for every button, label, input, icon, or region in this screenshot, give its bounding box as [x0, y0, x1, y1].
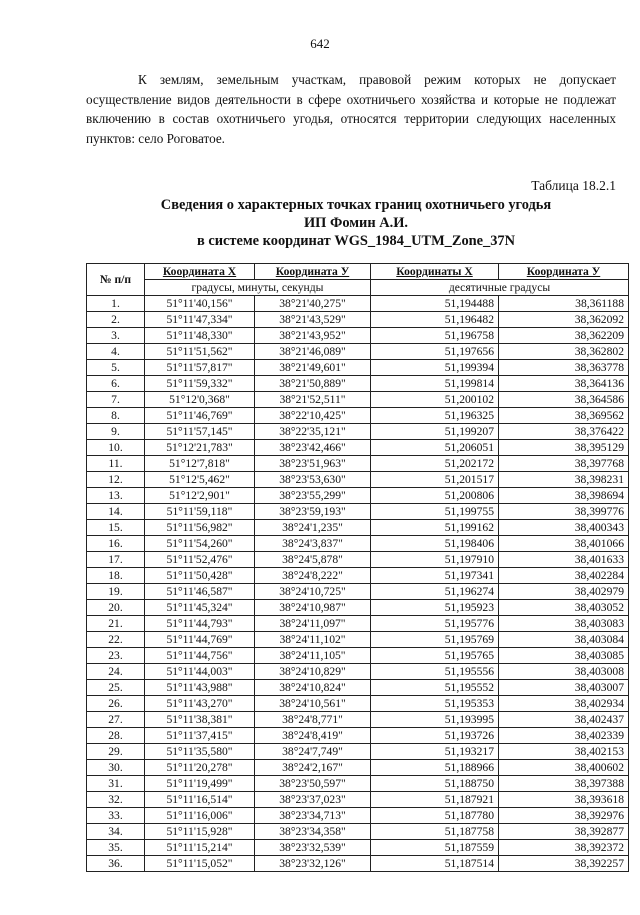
cell-point-number: 5. — [87, 360, 145, 376]
table-row — [87, 776, 629, 792]
cell-y-dms: 38°23'32,126" — [255, 856, 371, 872]
cell-y-decimal: 38,402284 — [499, 568, 629, 584]
cell-y-dms: 38°24'1,235" — [255, 520, 371, 536]
cell-point-number: 21. — [87, 616, 145, 632]
cell-x-dms: 51°11'46,587" — [145, 584, 255, 600]
cell-y-decimal: 38,400343 — [499, 520, 629, 536]
cell-y-dms: 38°24'10,987" — [255, 600, 371, 616]
table-row — [87, 536, 629, 552]
cell-x-dms: 51°11'54,260" — [145, 536, 255, 552]
cell-y-dms: 38°21'52,511" — [255, 392, 371, 408]
cell-y-decimal: 38,402979 — [499, 584, 629, 600]
cell-point-number: 26. — [87, 696, 145, 712]
table-row — [87, 664, 629, 680]
cell-point-number: 19. — [87, 584, 145, 600]
cell-x-decimal: 51,195923 — [371, 600, 499, 616]
cell-y-decimal: 38,399776 — [499, 504, 629, 520]
cell-y-dms: 38°24'10,829" — [255, 664, 371, 680]
cell-point-number: 16. — [87, 536, 145, 552]
cell-x-decimal: 51,195552 — [371, 680, 499, 696]
intro-paragraph: К землям, земельным участкам, правовой режим которых не допускает осуществление видов деятельности в сфере охотничьего хозяйства и которые не подлежат включению в состав охотничьего угодья, относятся территории следующих населенных пунктов: село Роговатое. — [86, 72, 616, 146]
cell-y-decimal: 38,400602 — [499, 760, 629, 776]
cell-y-dms: 38°24'5,878" — [255, 552, 371, 568]
cell-y-dms: 38°24'11,097" — [255, 616, 371, 632]
units-dms: градусы, минуты, секунды — [145, 280, 371, 296]
cell-y-dms: 38°24'2,167" — [255, 760, 371, 776]
cell-y-decimal: 38,392877 — [499, 824, 629, 840]
cell-x-decimal: 51,199162 — [371, 520, 499, 536]
cell-y-dms: 38°23'51,963" — [255, 456, 371, 472]
cell-y-decimal: 38,395129 — [499, 440, 629, 456]
cell-x-decimal: 51,193217 — [371, 744, 499, 760]
cell-y-decimal: 38,361188 — [499, 296, 629, 312]
cell-point-number: 36. — [87, 856, 145, 872]
cell-point-number: 33. — [87, 808, 145, 824]
table-row — [87, 440, 629, 456]
cell-point-number: 2. — [87, 312, 145, 328]
cell-y-decimal: 38,402934 — [499, 696, 629, 712]
cell-x-dms: 51°11'47,334" — [145, 312, 255, 328]
cell-x-decimal: 51,199207 — [371, 424, 499, 440]
heading-line-1: Сведения о характерных точках границ охотничьего угодья — [160, 197, 552, 213]
cell-x-decimal: 51,196758 — [371, 328, 499, 344]
cell-point-number: 35. — [87, 840, 145, 856]
cell-x-decimal: 51,187780 — [371, 808, 499, 824]
header-y-dms: Координата У — [255, 264, 371, 280]
cell-x-decimal: 51,198406 — [371, 536, 499, 552]
cell-y-decimal: 38,398231 — [499, 472, 629, 488]
cell-y-dms: 38°24'10,824" — [255, 680, 371, 696]
cell-y-decimal: 38,403084 — [499, 632, 629, 648]
cell-y-decimal: 38,402339 — [499, 728, 629, 744]
cell-y-decimal: 38,362802 — [499, 344, 629, 360]
cell-x-decimal: 51,194488 — [371, 296, 499, 312]
table-row — [87, 680, 629, 696]
cell-y-decimal: 38,397768 — [499, 456, 629, 472]
cell-x-dms: 51°11'44,756" — [145, 648, 255, 664]
cell-x-decimal: 51,195556 — [371, 664, 499, 680]
cell-y-decimal: 38,393618 — [499, 792, 629, 808]
cell-y-dms: 38°21'50,889" — [255, 376, 371, 392]
cell-x-dms: 51°11'57,145" — [145, 424, 255, 440]
cell-point-number: 10. — [87, 440, 145, 456]
cell-y-dms: 38°23'34,358" — [255, 824, 371, 840]
cell-point-number: 20. — [87, 600, 145, 616]
cell-y-decimal: 38,402153 — [499, 744, 629, 760]
cell-point-number: 8. — [87, 408, 145, 424]
cell-x-decimal: 51,187758 — [371, 824, 499, 840]
cell-x-dms: 51°11'16,514" — [145, 792, 255, 808]
table-row — [87, 824, 629, 840]
cell-y-dms: 38°21'43,952" — [255, 328, 371, 344]
cell-x-decimal: 51,195765 — [371, 648, 499, 664]
table-row — [87, 520, 629, 536]
header-y-dec: Координата У — [499, 264, 629, 280]
cell-y-dms: 38°24'8,419" — [255, 728, 371, 744]
cell-x-decimal: 51,197656 — [371, 344, 499, 360]
table-row — [87, 792, 629, 808]
table-row — [87, 760, 629, 776]
cell-x-decimal: 51,195353 — [371, 696, 499, 712]
cell-y-decimal: 38,403083 — [499, 616, 629, 632]
cell-point-number: 9. — [87, 424, 145, 440]
cell-x-dms: 51°11'48,330" — [145, 328, 255, 344]
cell-point-number: 15. — [87, 520, 145, 536]
page-number: 642 — [310, 36, 330, 51]
units-row — [87, 280, 629, 296]
cell-x-decimal: 51,200806 — [371, 488, 499, 504]
table-row — [87, 600, 629, 616]
table-row — [87, 424, 629, 440]
cell-x-decimal: 51,199394 — [371, 360, 499, 376]
cell-point-number: 12. — [87, 472, 145, 488]
cell-x-dms: 51°11'44,003" — [145, 664, 255, 680]
cell-x-decimal: 51,193726 — [371, 728, 499, 744]
cell-y-decimal: 38,401633 — [499, 552, 629, 568]
cell-y-decimal: 38,376422 — [499, 424, 629, 440]
cell-x-decimal: 51,187921 — [371, 792, 499, 808]
cell-y-decimal: 38,402437 — [499, 712, 629, 728]
cell-x-dms: 51°11'37,415" — [145, 728, 255, 744]
cell-point-number: 7. — [87, 392, 145, 408]
cell-y-dms: 38°21'46,089" — [255, 344, 371, 360]
cell-y-dms: 38°22'10,425" — [255, 408, 371, 424]
table-row — [87, 728, 629, 744]
cell-x-dms: 51°11'56,982" — [145, 520, 255, 536]
cell-x-dms: 51°12'2,901" — [145, 488, 255, 504]
table-heading — [86, 196, 626, 250]
cell-x-decimal: 51,196482 — [371, 312, 499, 328]
cell-x-decimal: 51,187559 — [371, 840, 499, 856]
cell-x-dms: 51°11'59,118" — [145, 504, 255, 520]
table-row — [87, 408, 629, 424]
table-row — [87, 504, 629, 520]
cell-x-dms: 51°11'16,006" — [145, 808, 255, 824]
cell-x-decimal: 51,206051 — [371, 440, 499, 456]
cell-point-number: 28. — [87, 728, 145, 744]
cell-x-decimal: 51,188966 — [371, 760, 499, 776]
cell-x-dms: 51°12'7,818" — [145, 456, 255, 472]
cell-x-decimal: 51,187514 — [371, 856, 499, 872]
table-row — [87, 744, 629, 760]
cell-x-dms: 51°11'40,156" — [145, 296, 255, 312]
cell-x-dms: 51°11'52,476" — [145, 552, 255, 568]
cell-y-decimal: 38,401066 — [499, 536, 629, 552]
cell-point-number: 27. — [87, 712, 145, 728]
cell-x-decimal: 51,202172 — [371, 456, 499, 472]
cell-x-decimal: 51,188750 — [371, 776, 499, 792]
heading-line-3: в системе координат WGS_1984_UTM_Zone_37N — [196, 233, 516, 249]
cell-y-decimal: 38,392257 — [499, 856, 629, 872]
cell-y-decimal: 38,403008 — [499, 664, 629, 680]
cell-y-dms: 38°23'50,597" — [255, 776, 371, 792]
cell-y-decimal: 38,364136 — [499, 376, 629, 392]
cell-x-decimal: 51,197341 — [371, 568, 499, 584]
cell-y-decimal: 38,398694 — [499, 488, 629, 504]
table-row — [87, 648, 629, 664]
cell-point-number: 22. — [87, 632, 145, 648]
cell-x-dms: 51°11'35,580" — [145, 744, 255, 760]
table-row — [87, 584, 629, 600]
table-row — [87, 472, 629, 488]
cell-point-number: 31. — [87, 776, 145, 792]
cell-y-dms: 38°24'10,725" — [255, 584, 371, 600]
cell-point-number: 25. — [87, 680, 145, 696]
table-header — [87, 264, 629, 296]
header-x-dec: Координаты X — [371, 264, 499, 280]
heading-line-2: ИП Фомин А.И. — [303, 215, 409, 231]
cell-x-dms: 51°11'46,769" — [145, 408, 255, 424]
cell-x-dms: 51°11'15,214" — [145, 840, 255, 856]
cell-y-decimal: 38,397388 — [499, 776, 629, 792]
cell-y-dms: 38°24'11,105" — [255, 648, 371, 664]
table-row — [87, 328, 629, 344]
cell-y-dms: 38°24'11,102" — [255, 632, 371, 648]
cell-x-decimal: 51,199755 — [371, 504, 499, 520]
cell-y-dms: 38°23'34,713" — [255, 808, 371, 824]
cell-point-number: 30. — [87, 760, 145, 776]
table-row — [87, 296, 629, 312]
cell-x-decimal: 51,196274 — [371, 584, 499, 600]
table-row — [87, 696, 629, 712]
table-row — [87, 344, 629, 360]
cell-y-decimal: 38,403052 — [499, 600, 629, 616]
cell-y-decimal: 38,369562 — [499, 408, 629, 424]
header-x-dms: Координата X — [145, 264, 255, 280]
cell-x-decimal: 51,195776 — [371, 616, 499, 632]
table-row — [87, 856, 629, 872]
cell-x-decimal: 51,195769 — [371, 632, 499, 648]
cell-x-dms: 51°11'44,793" — [145, 616, 255, 632]
cell-x-decimal: 51,196325 — [371, 408, 499, 424]
cell-x-decimal: 51,201517 — [371, 472, 499, 488]
cell-y-dms: 38°21'40,275" — [255, 296, 371, 312]
cell-y-decimal: 38,403007 — [499, 680, 629, 696]
units-dec: десятичные градусы — [371, 280, 629, 296]
table-row — [87, 568, 629, 584]
cell-y-dms: 38°23'42,466" — [255, 440, 371, 456]
table-row — [87, 312, 629, 328]
cell-point-number: 23. — [87, 648, 145, 664]
cell-y-decimal: 38,363778 — [499, 360, 629, 376]
cell-x-decimal: 51,197910 — [371, 552, 499, 568]
table-row — [87, 392, 629, 408]
cell-point-number: 14. — [87, 504, 145, 520]
cell-x-dms: 51°11'38,381" — [145, 712, 255, 728]
cell-x-dms: 51°11'15,928" — [145, 824, 255, 840]
cell-y-dms: 38°23'37,023" — [255, 792, 371, 808]
cell-x-dms: 51°11'57,817" — [145, 360, 255, 376]
cell-point-number: 6. — [87, 376, 145, 392]
cell-y-dms: 38°24'8,771" — [255, 712, 371, 728]
cell-x-dms: 51°11'43,988" — [145, 680, 255, 696]
cell-point-number: 13. — [87, 488, 145, 504]
cell-x-dms: 51°12'21,783" — [145, 440, 255, 456]
cell-y-dms: 38°24'3,837" — [255, 536, 371, 552]
table-row — [87, 488, 629, 504]
table-row — [87, 616, 629, 632]
cell-y-decimal: 38,364586 — [499, 392, 629, 408]
cell-x-dms: 51°12'5,462" — [145, 472, 255, 488]
cell-y-decimal: 38,362092 — [499, 312, 629, 328]
cell-x-dms: 51°11'43,270" — [145, 696, 255, 712]
table-row — [87, 376, 629, 392]
cell-x-dms: 51°11'15,052" — [145, 856, 255, 872]
coordinates-table — [86, 263, 629, 872]
cell-point-number: 3. — [87, 328, 145, 344]
cell-x-dms: 51°11'44,769" — [145, 632, 255, 648]
cell-x-decimal: 51,193995 — [371, 712, 499, 728]
cell-x-dms: 51°11'50,428" — [145, 568, 255, 584]
cell-y-dms: 38°21'43,529" — [255, 312, 371, 328]
cell-x-dms: 51°11'19,499" — [145, 776, 255, 792]
cell-x-dms: 51°12'0,368" — [145, 392, 255, 408]
table-body — [87, 296, 629, 872]
table-row — [87, 360, 629, 376]
cell-y-dms: 38°23'53,630" — [255, 472, 371, 488]
cell-x-decimal: 51,200102 — [371, 392, 499, 408]
cell-y-dms: 38°23'32,539" — [255, 840, 371, 856]
cell-point-number: 34. — [87, 824, 145, 840]
cell-y-dms: 38°24'7,749" — [255, 744, 371, 760]
table-row — [87, 712, 629, 728]
cell-point-number: 1. — [87, 296, 145, 312]
cell-y-decimal: 38,392976 — [499, 808, 629, 824]
cell-point-number: 18. — [87, 568, 145, 584]
header-num: № п/п — [87, 264, 145, 296]
cell-x-decimal: 51,199814 — [371, 376, 499, 392]
cell-point-number: 24. — [87, 664, 145, 680]
cell-point-number: 11. — [87, 456, 145, 472]
table-caption: Таблица 18.2.1 — [531, 178, 616, 193]
cell-x-dms: 51°11'51,562" — [145, 344, 255, 360]
table-row — [87, 456, 629, 472]
cell-y-decimal: 38,392372 — [499, 840, 629, 856]
cell-point-number: 29. — [87, 744, 145, 760]
cell-x-dms: 51°11'59,332" — [145, 376, 255, 392]
cell-x-dms: 51°11'45,324" — [145, 600, 255, 616]
table-row — [87, 632, 629, 648]
header-row — [87, 264, 629, 280]
table-row — [87, 808, 629, 824]
cell-x-dms: 51°11'20,278" — [145, 760, 255, 776]
cell-y-decimal: 38,362209 — [499, 328, 629, 344]
cell-point-number: 4. — [87, 344, 145, 360]
cell-y-dms: 38°22'35,121" — [255, 424, 371, 440]
cell-y-dms: 38°24'8,222" — [255, 568, 371, 584]
cell-point-number: 17. — [87, 552, 145, 568]
cell-point-number: 32. — [87, 792, 145, 808]
table-row — [87, 552, 629, 568]
cell-y-dms: 38°23'55,299" — [255, 488, 371, 504]
table-row — [87, 840, 629, 856]
cell-y-dms: 38°21'49,601" — [255, 360, 371, 376]
cell-y-decimal: 38,403085 — [499, 648, 629, 664]
cell-y-dms: 38°23'59,193" — [255, 504, 371, 520]
cell-y-dms: 38°24'10,561" — [255, 696, 371, 712]
